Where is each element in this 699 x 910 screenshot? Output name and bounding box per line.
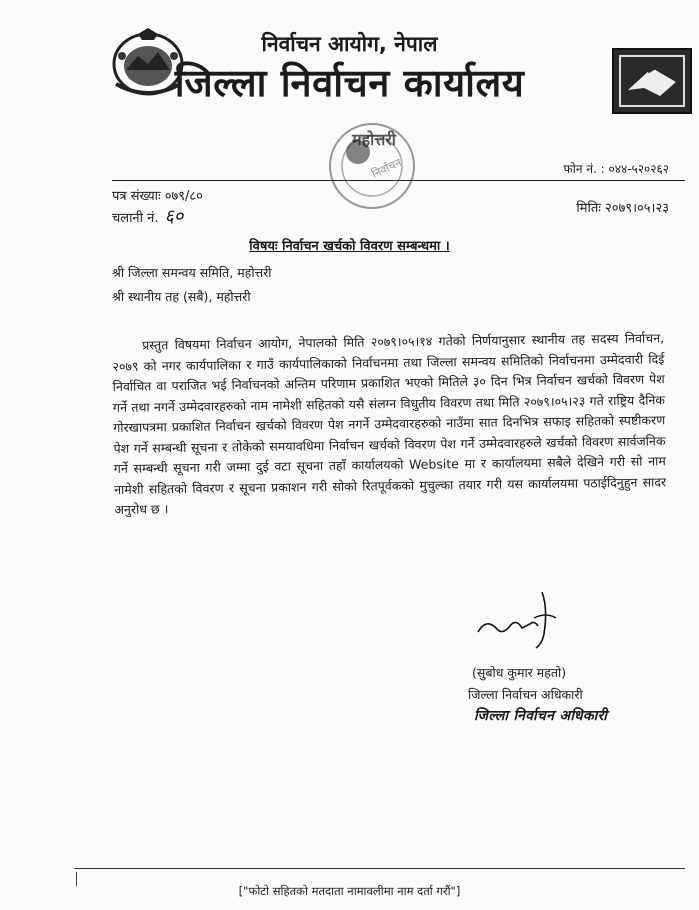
letter-body: प्रस्तुत विषयमा निर्वाचन आयोग, नेपालको मिति २०७९।०५।१४ गतेको निर्णयानुसार स्थानीय तह सदस्य निर्वाचन, २०७९ को नगर कार्यपालिका र गाउँ कार्यपालिकाको निर्वाचनमा तथा जिल्ला समन्वय समितिको निर्वाचनमा उम्मेदवारी दिई निर्वाचित वा पराजित भई निर्वाचनको अन्तिम परिणाम प्रकाशित भएको मितिले ३० दिन भित्र निर्वाचन खर्चको विवरण पेश गर्ने तथा नगर्ने उम्मेदवारहरुको नाम नामेशी सहितको यसै संलग्न विधुतीय विवरण तथा मिति २०७९।०५।२३ गते राष्ट्रिय दैनिक गोरखापत्रमा प्रकाशित निर्वाचन खर्चको विवरण पेश नगर्ने उम्मेदवारहरुको नाउँमा सात दिनभित्र सफाइ सहितको स्पष्टीकरण पेश गर्ने सम्बन्धी सूचना र तोकेको समयावधिमा निर्वाचन खर्चको विवरण पेश गर्ने उम्मेदवारहरुले खर्चको विवरण सार्वजनिक गर्ने सम्बन्धी सूचना गरी जम्मा दुई वटा सूचना तहाँ कार्यालयको Website मा र कार्यालयमा सबैले देखिने गरी सो नाम नामेशी सहितको विवरण र सूचना प्रकाशन गरी सोको रितपूर्वकको मुचुल्का तयार गरी यस कार्यालयमा पठाईदिनुहुन सादर अनुरोध छ । [112, 330, 667, 517]
subject-text: विषयः निर्वाचन खर्चको विवरण सम्बन्धमा । [249, 239, 450, 254]
reference-number: पत्र संख्याः ०७९/८० [112, 189, 203, 204]
dispatch-value: ६० [164, 206, 184, 227]
header-divider [112, 180, 685, 181]
footer-slogan: ["फोटो सहितको मतदाता नामावलीमा नाम दर्ता गरौं"] [238, 884, 461, 898]
district-name: महोत्तरी [352, 130, 396, 149]
signature-icon [472, 588, 582, 650]
dispatch-label: चलानी नं. [112, 211, 159, 226]
signer-stamp: जिल्ला निर्वाचन अधिकारी [474, 708, 608, 724]
org-title: निर्वाचन आयोग, नेपाल [261, 32, 438, 56]
footer-divider [74, 868, 685, 869]
phone-number: फोन नं. : ०४४-५२०२६२ [563, 162, 669, 176]
letter-date: मितिः २०७९।०५।२३ [576, 201, 669, 216]
svg-text:निर्वाचन: निर्वाचन [369, 155, 404, 181]
addressee-2: श्री स्थानीय तह (सबै), महोत्तरी [112, 289, 251, 304]
addressee-1: श्री जिल्ला समन्वय समिति, महोत्तरी [112, 265, 272, 280]
signer-name: (सुबोध कुमार महतो) [472, 665, 567, 680]
subject-line [0, 236, 699, 254]
signer-title: जिल्ला निर्वाचन अधिकारी [468, 687, 583, 702]
dispatch-number [112, 204, 183, 228]
office-title: जिल्ला निर्वाचन कार्यालय [174, 61, 525, 105]
